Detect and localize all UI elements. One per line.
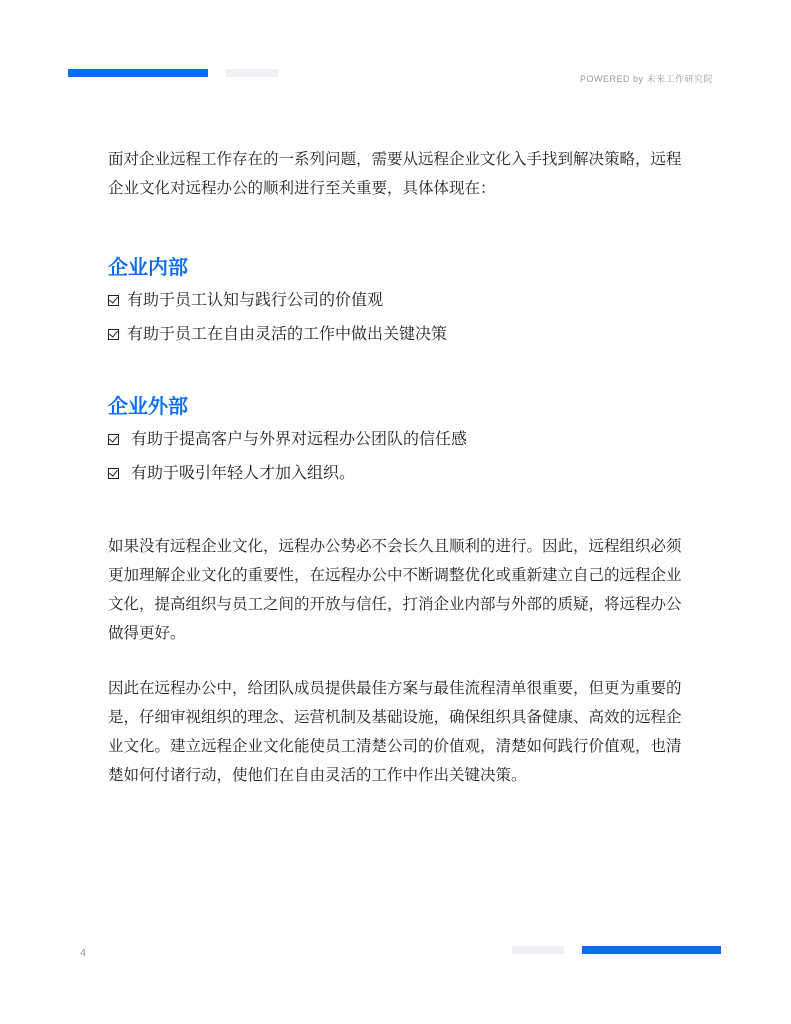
list-item: [108, 317, 447, 351]
external-list: [108, 422, 467, 490]
body-paragraph: 因此在远程办公中，给团队成员提供最佳方案与最佳流程清单很重要，但更为重要的是，仔细审视组织的理念、运营机制及基础设施，确保组织具备健康、高效的远程企业文化。建立远程企业文化能使员工清楚公司的价值观，清楚如何践行价值观，也清楚如何付诸行动，使他们在自由灵活的工作中作出关键决策。: [108, 679, 682, 784]
page-number: 4: [80, 948, 87, 959]
footer-muted-bar: [512, 946, 564, 954]
list-item-label: 有助于员工在自由灵活的工作中做出关键决策: [127, 324, 448, 343]
body-paragraph: 如果没有远程企业文化，远程办公势必不会长久且顺利的进行。因此，远程组织必须更加理解企业文化的重要性，在远程办公中不断调整优化或重新建立自己的远程企业文化，提高组织与员工之间的开放与信任，打消企业内部与外部的质疑，将远程办公做得更好。: [108, 537, 682, 642]
list-item-label: 有助于员工认知与践行公司的价值观: [127, 290, 384, 309]
intro-paragraph: 面对企业远程工作存在的一系列问题，需要从远程企业文化入手找到解决策略，远程企业文化对远程办公的顺利进行至关重要，具体体现在：: [108, 150, 682, 197]
section-heading-external: 企业外部: [108, 394, 188, 418]
section-heading-internal: 企业内部: [108, 255, 188, 279]
checkbox-checked-icon: [108, 295, 119, 306]
list-item-label: 有助于吸引年轻人才加入组织。: [131, 463, 356, 482]
checkbox-checked-icon: [108, 434, 119, 445]
list-item: [108, 283, 447, 317]
internal-list: [108, 283, 447, 351]
list-item: [108, 456, 467, 490]
header-brand: POWERED by 未来工作研究院: [579, 74, 713, 84]
header-accent-bar: [68, 69, 208, 77]
checkbox-checked-icon: [108, 329, 119, 340]
checkbox-checked-icon: [108, 468, 119, 479]
list-item: [108, 422, 467, 456]
list-item-label: 有助于提高客户与外界对远程办公团队的信任感: [131, 429, 468, 448]
header-muted-bar: [226, 69, 278, 77]
footer-accent-bar: [582, 946, 721, 954]
